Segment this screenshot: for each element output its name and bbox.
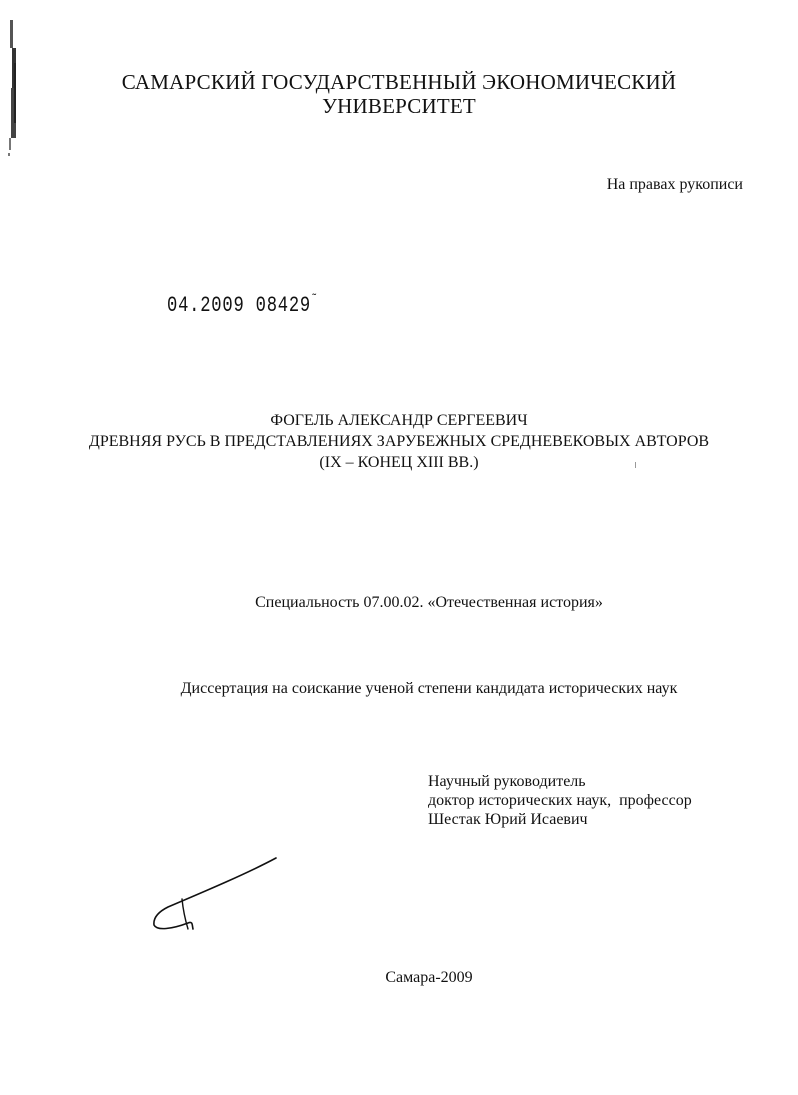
city-year: Самара-2009 bbox=[385, 969, 473, 986]
catalog-number-text: 04.2009 08429 bbox=[167, 293, 312, 318]
dissertation-title-line-2: (IX – КОНЕЦ XIII ВВ.) bbox=[319, 454, 479, 471]
dissertation-type: Диссертация на соискание ученой степени кандидата исторических наук bbox=[180, 680, 678, 697]
university-line-1: САМАРСКИЙ ГОСУДАРСТВЕННЫЙ ЭКОНОМИЧЕСКИЙ bbox=[121, 70, 677, 94]
catalog-stamp-mark: ˜ bbox=[311, 292, 319, 308]
handwritten-signature bbox=[148, 855, 283, 935]
supervisor-role: Научный руководитель bbox=[428, 773, 586, 790]
supervisor-block bbox=[428, 772, 692, 829]
supervisor-degree: доктор исторических наук, профессор bbox=[428, 792, 692, 809]
university-line-2: УНИВЕРСИТЕТ bbox=[322, 94, 476, 118]
dissertation-title-line-1: ДРЕВНЯЯ РУСЬ В ПРЕДСТАВЛЕНИЯХ ЗАРУБЕЖНЫХ СРЕДНЕВЕКОВЫХ АВТОРОВ bbox=[88, 433, 710, 450]
author-name: ФОГЕЛЬ АЛЕКСАНДР СЕРГЕЕВИЧ bbox=[270, 412, 528, 429]
specialty: Специальность 07.00.02. «Отечественная история» bbox=[255, 594, 603, 611]
title-block bbox=[0, 410, 798, 473]
scan-speck bbox=[635, 462, 636, 468]
university-name bbox=[0, 70, 798, 118]
rights-note: На правах рукописи bbox=[606, 176, 743, 193]
supervisor-name: Шестак Юрий Исаевич bbox=[428, 811, 588, 828]
library-catalog-number bbox=[167, 292, 318, 318]
